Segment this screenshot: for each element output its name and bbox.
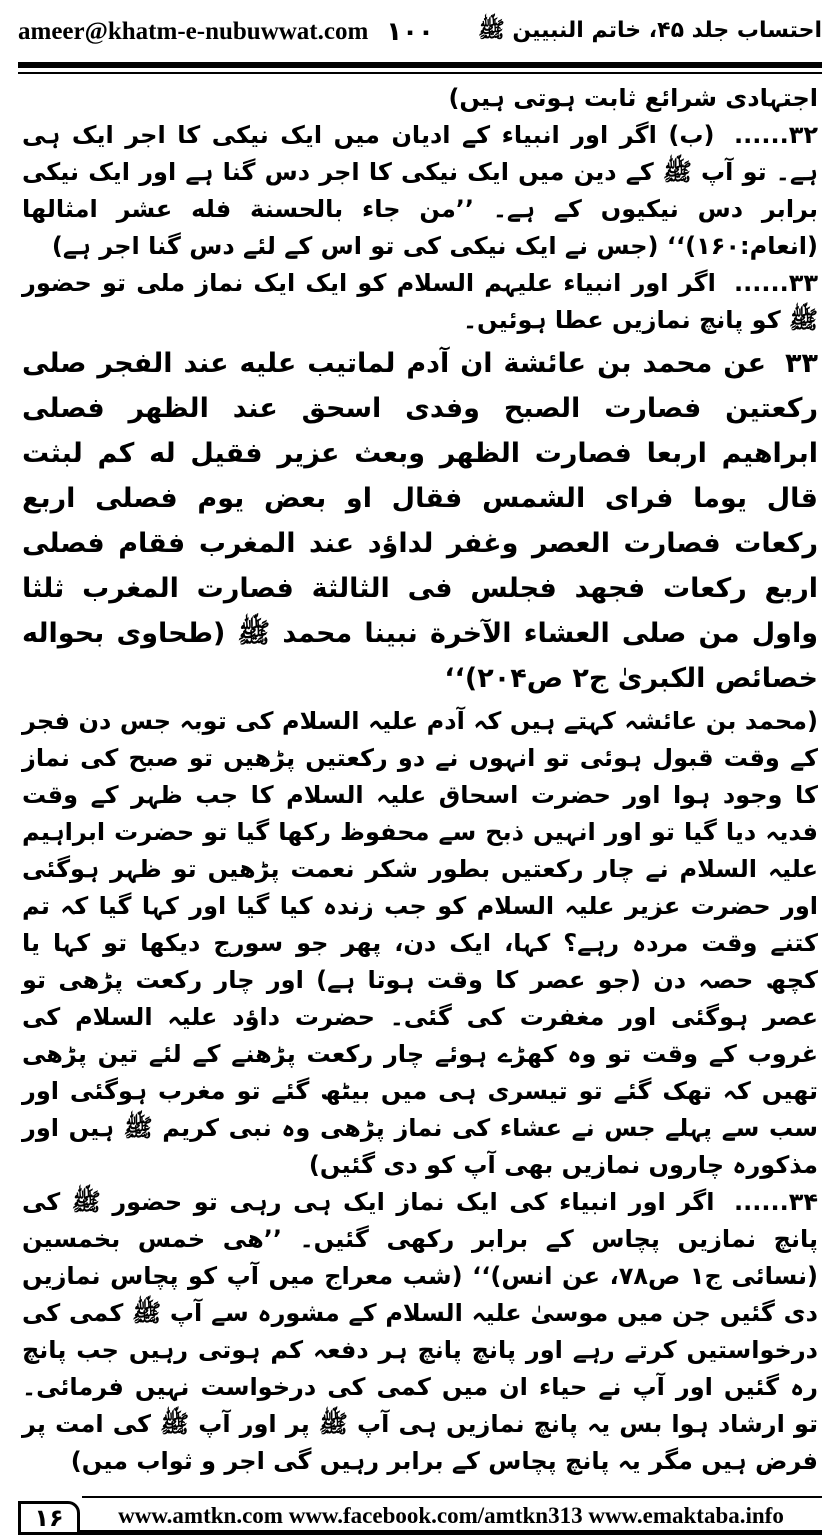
arabic-hadith [22, 341, 818, 701]
urdu-translation: (محمد بن عائشہ کہتے ہیں کہ آدم علیہ السلام کی توبہ جس دن فجر کے وقت قبول ہوئی تو انہوں نے دو رکعتیں پڑھیں تو صبح کی نماز کا وجود ہوا اور حضرت اسحاق علیہ السلام کا جب ظہر کے وقت فدیہ دیا گیا تو اور انہیں ذبح سے محفوظ رکھا گیا تو حضرت ابراہیم علیہ السلام نے چار رکعتیں بطور شکر نعمت پڑھیں تو ظہر ہوگئی اور حضرت عزیر علیہ السلام کو جب زندہ کیا گیا اور کہا گیا کہ تم کتنے وقت مردہ رہے؟ کہا، ایک دن، پھر جو سورج دیکھا تو کہا یا کچھ حصہ دن (جو عصر کا وقت ہوتا ہے) اور چار رکعت پڑھی تو عصر ہوگئی اور مغفرت کی گئی۔ حضرت داؤد علیہ السلام کی غروب کے وقت تو وہ کھڑے ہوئے چار رکعت پڑھنے کے لئے تین پڑھی تھیں کہ تھک گئے تو تیسری ہی میں بیٹھ گئے تو مغرب ہوگئی اور سب سے پہلے جس نے عشاء کی نماز پڑھی وہ نبی کریم ﷺ ہیں اور مذکورہ چاروں نمازیں بھی آپ کو دی گئیں) [22, 707, 818, 1179]
item-33 [22, 265, 818, 339]
item-33-number: ۳۳...... [734, 269, 819, 297]
footer-website-links: www.amtkn.com www.facebook.com/amtkn313 www.emaktaba.info [80, 1501, 822, 1535]
item-33-text: اگر اور انبیاء علیہم السلام کو ایک ایک نماز ملی تو حضور ﷺ کو پانچ نمازیں عطا ہوئیں۔ [22, 269, 818, 334]
page-body [22, 80, 818, 1480]
item-32-text: (ب) اگر اور انبیاء کے ادیان میں ایک نیکی کا اجر ایک ہی ہے۔ تو آپ ﷺ کے دین میں ایک نیکی کا اجر دس گنا ہے اور ایک نیکی برابر دس نیکیوں کے ہے۔ ’’من جاء بالحسنة فله عشر امثالها (انعام:۱۶۰)‘‘ (جس نے ایک نیکی کی تو اس کے لئے دس گنا اجر ہے) [22, 121, 818, 260]
header-left [18, 17, 434, 47]
footer-rule [82, 1496, 822, 1498]
header-book-title: احتساب جلد ۴۵، خاتم النبیین ﷺ [478, 18, 822, 43]
page-header [18, 12, 822, 52]
header-rule-thick [18, 62, 822, 68]
item-34-text: اگر اور انبیاء کی ایک نماز ایک ہی رہی تو حضور ﷺ کی پانچ نمازیں پچاس کے برابر رکھی گئیں۔ ’’هى خمس بخمسين (نسائى ج۱ ص۷۸، عن انس)‘‘ (شب معراج میں آپ کو پچاس نمازیں دی گئیں جن میں موسیٰ علیہ السلام کے مشورہ سے آپ ﷺ کمی کی درخواستیں کرتے رہے اور پانچ پانچ ہر دفعہ کم ہوتی رہیں جب پانچ رہ گئیں اور آپ نے حیاء ان میں کمی کی درخواست نہیں فرمائی۔ تو ارشاد ہوا بس یہ پانچ نمازیں ہی آپ ﷺ پر اور آپ ﷺ کی امت پر فرض ہیں مگر یہ پانچ پچاس کے برابر رہیں گی اجر و ثواب میں) [22, 1188, 819, 1475]
item-32 [22, 117, 818, 265]
arabic-hadith-text: عن محمد بن عائشة ان آدم لماتيب عليه عند الفجر صلى ركعتين فصارت الصبح وفدى اسحق عند الظهر فصلى ابراهيم اربعا فصارت الظهر وبعث عزير فقيل له كم لبثت قال يوما فراى الشمس فقال او بعض يوم فصلى اربع ركعات فصارت العصر وغفر لداؤد عند المغرب فقام فصلى اربع ركعات فجهد فجلس فى الثالثة فصارت المغرب ثلثا واول من صلى العشاء الآخرة نبينا محمد ﷺ (طحاوى بحواله خصائص الكبرىٰ ج۲ ص۲۰۴)‘‘ [22, 348, 818, 694]
footer-page-number: ۱۶ [18, 1501, 80, 1535]
item-34-number: ۳۴...... [734, 1188, 818, 1216]
intro-line: اجتہادی شرائع ثابت ہوتی ہیں) [448, 84, 818, 112]
item-34 [22, 1184, 818, 1480]
header-page-number: ۱۰۰ [386, 17, 434, 47]
header-rule-thin [18, 72, 822, 74]
item-32-number: ۳۲...... [734, 121, 818, 149]
arabic-hadith-number: ۳۳ [785, 348, 818, 379]
header-email: ameer@khatm-e-nubuwwat.com [18, 18, 369, 45]
page-footer [18, 1500, 822, 1536]
